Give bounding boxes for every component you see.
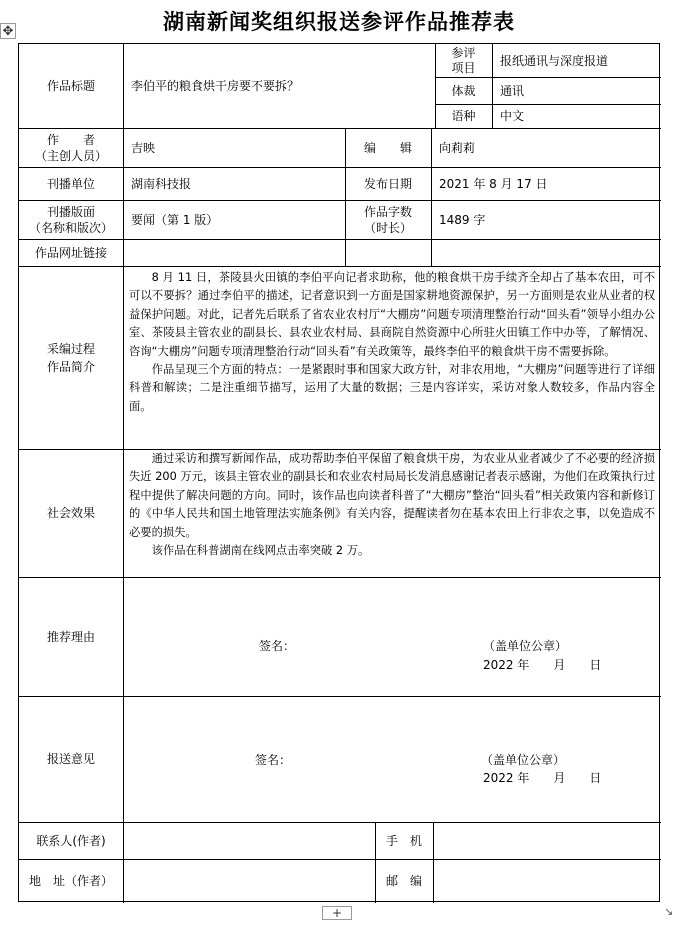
url-value[interactable] <box>123 239 661 266</box>
genre-value[interactable]: 通讯 <box>500 83 525 98</box>
language-value[interactable]: 中文 <box>500 109 525 123</box>
opinion-date: 2022 年 月 日 <box>483 771 602 785</box>
address-value[interactable] <box>123 859 375 903</box>
reason-sign-label: 签名： <box>259 639 296 653</box>
category-label-line1: 参评 <box>451 45 476 60</box>
effect-label: 社会效果 <box>46 506 95 520</box>
language-label: 语种 <box>451 109 476 123</box>
phone-label: 手 机 <box>385 833 422 848</box>
editor-label: 编 辑 <box>363 140 412 155</box>
author-label-line1: 作 者 <box>46 132 95 147</box>
opinion-sign-label: 签名： <box>255 753 292 767</box>
phone-value[interactable] <box>433 822 661 859</box>
word-count-label-line2: （时长） <box>363 220 412 235</box>
publish-date-value[interactable]: 2021 年 8 月 17 日 <box>439 176 548 191</box>
reason-date: 2022 年 月 日 <box>483 658 602 672</box>
process-text[interactable] <box>129 269 655 416</box>
edition-label-line1: 刊播版面 <box>46 204 95 219</box>
table-resize-icon[interactable]: ↘ <box>664 905 674 918</box>
publisher-label: 刊播单位 <box>46 176 95 191</box>
opinion-seal-label: （盖单位公章） <box>481 753 566 767</box>
process-label <box>19 266 123 449</box>
postcode-value[interactable] <box>433 859 661 903</box>
add-row-button[interactable]: + <box>322 906 352 920</box>
table-move-handle-icon[interactable]: ✥ <box>0 23 16 39</box>
author-label-line2: （主创人员） <box>34 148 107 163</box>
word-count-value[interactable]: 1489 字 <box>439 212 486 227</box>
process-label-line1: 采编过程 <box>46 341 95 356</box>
opinion-area[interactable] <box>123 696 661 822</box>
reason-seal-label: （盖单位公章） <box>483 639 568 653</box>
edition-label <box>19 200 123 239</box>
url-label: 作品网址链接 <box>34 245 107 260</box>
edition-value[interactable]: 要闻（第 1 版） <box>131 212 219 227</box>
process-label-line2: 作品简介 <box>46 359 95 374</box>
work-title-label: 作品标题 <box>46 79 95 93</box>
effect-paragraph-2: 该作品在科普湖南在线网点击率突破 2 万。 <box>151 544 370 558</box>
process-paragraph-1: 8 月 11 日，茶陵县火田镇的李伯平向记者求助称，他的粮食烘干房手续齐全却占了基本农田，可不可以不要拆？通过李伯平的描述，记者意识到一方面是国家耕地资源保护，另一方面则是农业从业者的权益保护问题。对此，记者先后联系了省农业农村厅“大棚房”问题专项清理整治行动“回头看”领导小组办公室、茶陵县主管农业的副县长、县农业农村局、县商院自然资源中心所驻火田镇工作中办等，了解情况、咨询“大棚房”问题专项清理整治行动“回头看”有关政策等，最终李伯平的粮食烘干房不需要拆除。 <box>129 271 655 358</box>
postcode-label: 邮 编 <box>385 874 422 888</box>
publish-date-label: 发布日期 <box>363 176 412 191</box>
word-count-label-line1: 作品字数 <box>363 204 412 219</box>
editor-value[interactable]: 向莉莉 <box>439 140 476 155</box>
recommendation-table <box>18 43 660 902</box>
category-label-line2: 项目 <box>451 60 476 75</box>
reason-area[interactable] <box>123 577 661 696</box>
address-label: 地 址（作者） <box>28 874 113 888</box>
opinion-label: 报送意见 <box>46 752 95 766</box>
author-label <box>19 128 123 167</box>
effect-text[interactable] <box>129 450 655 560</box>
process-paragraph-2: 作品呈现三个方面的特点：一是紧跟时事和国家大政方针，对非农用地，“大棚房”问题等进行了详细科普和解读；二是注重细节描写，运用了大量的数据；三是内容详实，采访对象人数较多，作品内容全面。 <box>129 363 655 413</box>
contact-label: 联系人(作者) <box>36 833 106 848</box>
reason-label: 推荐理由 <box>46 629 95 644</box>
contact-value[interactable] <box>123 822 375 859</box>
category-label <box>435 44 492 77</box>
edition-label-line2: （名称和版次） <box>28 220 113 235</box>
effect-paragraph-1: 通过采访和撰写新闻作品，成功帮助李伯平保留了粮食烘干房，为农业从业者减少了不必要的经济损失近 200 万元，该县主管农业的副县长和农业农村局局长发消息感谢记者表示感谢，为他们在政策执行过程中提供了解决问题的方向。同时，该作品也向读者科普了“大棚房”整治“回头看”相关政策内容和新修订的《中华人民共和国土地管理法实施条例》有关内容，提醒读者勿在基本农田上行非农之事，以免造成不必要的损失。 <box>129 452 655 539</box>
form-title: 湖南新闻奖组织报送参评作品推荐表 <box>163 9 515 34</box>
author-value[interactable]: 吉映 <box>131 140 156 155</box>
publisher-value[interactable]: 湖南科技报 <box>131 176 192 191</box>
work-title-value[interactable]: 李伯平的粮食烘干房要不要拆？ <box>131 79 300 93</box>
genre-label: 体裁 <box>451 83 476 98</box>
category-value[interactable]: 报纸通讯与深度报道 <box>500 53 609 68</box>
word-count-label <box>345 200 431 239</box>
